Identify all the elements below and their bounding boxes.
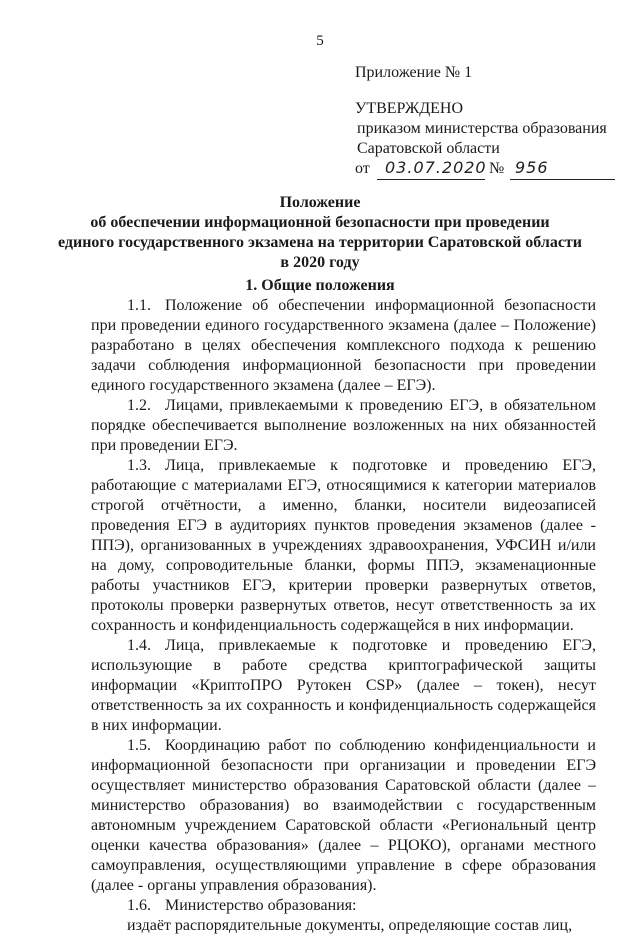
- paragraph: [91, 296, 596, 396]
- date-underline: [377, 179, 485, 180]
- paragraph: [91, 636, 596, 736]
- page-number: 5: [316, 33, 324, 49]
- paragraph-number: 1.5.: [127, 737, 151, 754]
- number-label: №: [489, 160, 505, 177]
- paragraph-text: Координацию работ по соблюдению конфиденциальности и информационной безопасности при организации и проведении ЕГЭ осуществляет министерство образования Саратовской области (далее – министерство образования) во взаимодействии с государственным автономным учреждением Саратовской области «Региональный центр оценки качества образования» (далее – РЦОКО), органами местного самоуправления, осуществляющими управление в сфере образования (далее - органы управления образования).: [91, 737, 596, 894]
- paragraph-number: 1.3.: [127, 457, 151, 474]
- title-line: Положение: [279, 194, 361, 211]
- paragraph: [91, 896, 596, 916]
- paragraph: [91, 916, 596, 936]
- from-label: от: [355, 160, 370, 177]
- paragraph-number: 1.2.: [127, 397, 151, 414]
- paragraph-text: Лица, привлекаемые к подготовке и проведению ЕГЭ, использующие в работе средства криптографической защиты информации «КриптоПРО Рутокен CSP» (далее – токен), несут ответственность за их сохранность и конфиденциальность содержащейся в них информации.: [91, 637, 596, 734]
- paragraph: [91, 456, 596, 636]
- section-body: [91, 296, 596, 936]
- number-underline: [510, 179, 615, 180]
- paragraph-text: Положение об обеспечении информационной безопасности при проведении единого государственного экзамена (далее – Положение) разработано в целях обеспечения комплексного подхода к решению задачи соблюдения информационной безопасности при проведении единого государственного экзамена (далее – ЕГЭ).: [91, 297, 596, 394]
- paragraph: [91, 736, 596, 896]
- order-date-number-line: [355, 160, 625, 184]
- order-line: приказом министерства образования: [357, 120, 607, 137]
- paragraph-number: 1.1.: [127, 297, 151, 314]
- paragraph-text: Лицами, привлекаемыми к проведению ЕГЭ, в обязательном порядке обеспечивается выполнение возложенных на них обязанностей при проведении ЕГЭ.: [91, 397, 596, 454]
- approved-label: УТВЕРЖДЕНО: [355, 100, 464, 117]
- paragraph-text: издаёт распорядительные документы, определяющие состав лиц,: [127, 917, 573, 934]
- paragraph-number: 1.4.: [127, 637, 151, 654]
- paragraph: [91, 396, 596, 456]
- handwritten-number: 956: [515, 158, 549, 177]
- title-line: в 2020 году: [280, 254, 360, 271]
- region-line: Саратовской области: [357, 140, 500, 157]
- paragraph-text: Министерство образования:: [165, 897, 357, 914]
- document-title: [0, 193, 640, 273]
- appendix-label: Приложение № 1: [355, 64, 473, 81]
- handwritten-date: 03.07.2020: [385, 158, 487, 177]
- title-line: об обеспечении информационной безопасности при проведении: [90, 214, 550, 231]
- paragraph-text: Лица, привлекаемые к подготовке и проведению ЕГЭ, работающие с материалами ЕГЭ, относящимися к категории материалов строгой отчётности, а именно, бланки, носители видеозаписей проведения ЕГЭ в аудиториях пунктов проведения экзаменов (далее - ППЭ), организованных в учреждениях здравоохранения, УФСИН и/или на дому, сопроводительные бланки, формы ППЭ, экзаменационные работы участников ЕГЭ, критерии проверки развернутых ответов, протоколы проверки развернутых ответов, несут ответственность за их сохранность и конфиденциальность содержащейся в них информации.: [91, 457, 596, 634]
- section-heading: 1. Общие положения: [245, 277, 395, 294]
- title-line: единого государственного экзамена на территории Саратовской области: [58, 234, 582, 251]
- paragraph-number: 1.6.: [127, 897, 151, 914]
